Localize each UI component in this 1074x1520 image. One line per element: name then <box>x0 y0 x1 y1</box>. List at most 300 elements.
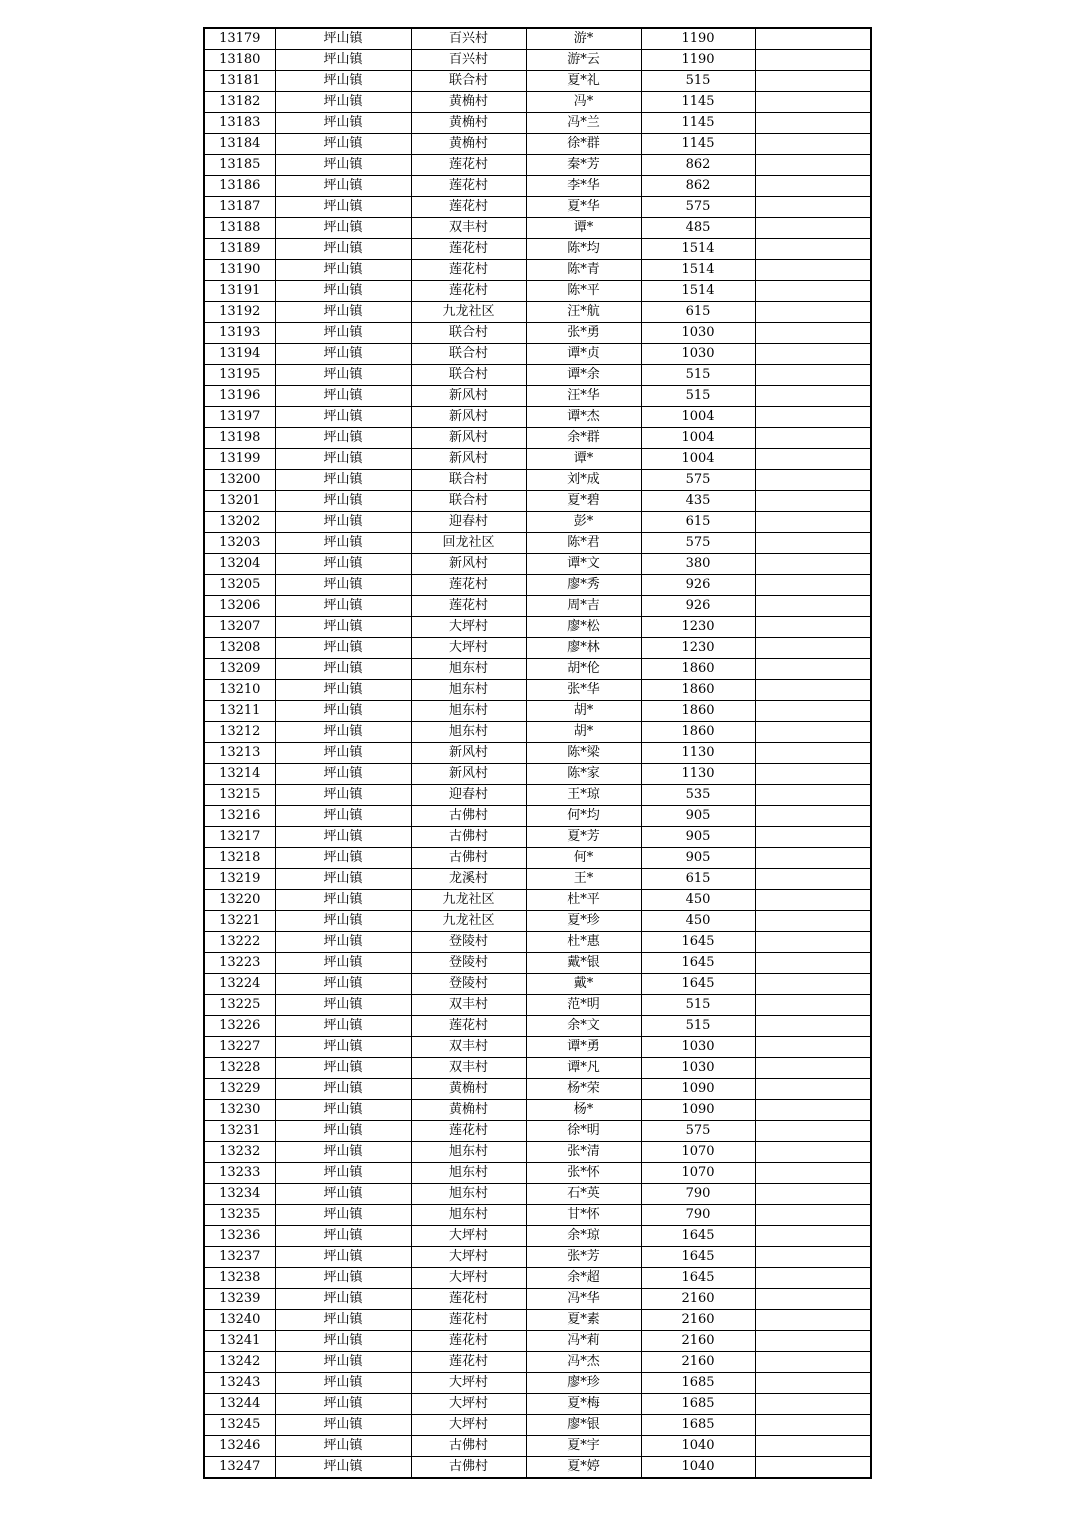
serial-cell: 13238 <box>204 1268 275 1289</box>
remark-cell <box>755 722 871 743</box>
name-cell: 王* <box>526 869 641 890</box>
table-row <box>204 1247 871 1268</box>
village-cell: 莲花村 <box>411 1121 526 1142</box>
serial-cell: 13241 <box>204 1331 275 1352</box>
town-cell: 坪山镇 <box>275 785 411 806</box>
name-cell: 余*文 <box>526 1016 641 1037</box>
serial-cell: 13204 <box>204 554 275 575</box>
name-cell: 陈*均 <box>526 239 641 260</box>
amount-cell: 535 <box>641 785 755 806</box>
town-cell: 坪山镇 <box>275 512 411 533</box>
table-row <box>204 302 871 323</box>
village-cell: 双丰村 <box>411 218 526 239</box>
name-cell: 夏*婷 <box>526 1457 641 1479</box>
serial-cell: 13229 <box>204 1079 275 1100</box>
remark-cell <box>755 1310 871 1331</box>
village-cell: 联合村 <box>411 470 526 491</box>
serial-cell: 13232 <box>204 1142 275 1163</box>
village-cell: 九龙社区 <box>411 911 526 932</box>
name-cell: 周*吉 <box>526 596 641 617</box>
serial-cell: 13212 <box>204 722 275 743</box>
name-cell: 石*英 <box>526 1184 641 1205</box>
remark-cell <box>755 1352 871 1373</box>
name-cell: 陈*梁 <box>526 743 641 764</box>
serial-cell: 13206 <box>204 596 275 617</box>
table-row <box>204 911 871 932</box>
amount-cell: 515 <box>641 1016 755 1037</box>
table-row <box>204 953 871 974</box>
village-cell: 莲花村 <box>411 239 526 260</box>
village-cell: 莲花村 <box>411 197 526 218</box>
serial-cell: 13203 <box>204 533 275 554</box>
serial-cell: 13234 <box>204 1184 275 1205</box>
village-cell: 莲花村 <box>411 596 526 617</box>
table-row <box>204 470 871 491</box>
serial-cell: 13233 <box>204 1163 275 1184</box>
table-row <box>204 827 871 848</box>
amount-cell: 2160 <box>641 1352 755 1373</box>
village-cell: 联合村 <box>411 365 526 386</box>
remark-cell <box>755 1079 871 1100</box>
village-cell: 古佛村 <box>411 827 526 848</box>
village-cell: 新风村 <box>411 449 526 470</box>
serial-cell: 13208 <box>204 638 275 659</box>
town-cell: 坪山镇 <box>275 92 411 113</box>
table-row <box>204 1079 871 1100</box>
town-cell: 坪山镇 <box>275 575 411 596</box>
table-row <box>204 1205 871 1226</box>
village-cell: 龙溪村 <box>411 869 526 890</box>
name-cell: 廖*秀 <box>526 575 641 596</box>
name-cell: 冯*杰 <box>526 1352 641 1373</box>
amount-cell: 926 <box>641 575 755 596</box>
table-row <box>204 1415 871 1436</box>
town-cell: 坪山镇 <box>275 1184 411 1205</box>
table-row <box>204 449 871 470</box>
amount-cell: 1860 <box>641 701 755 722</box>
village-cell: 迎春村 <box>411 785 526 806</box>
serial-cell: 13188 <box>204 218 275 239</box>
village-cell: 大坪村 <box>411 638 526 659</box>
amount-cell: 1860 <box>641 722 755 743</box>
table-row <box>204 491 871 512</box>
serial-cell: 13244 <box>204 1394 275 1415</box>
village-cell: 旭东村 <box>411 722 526 743</box>
name-cell: 谭*凡 <box>526 1058 641 1079</box>
town-cell: 坪山镇 <box>275 869 411 890</box>
name-cell: 余*群 <box>526 428 641 449</box>
town-cell: 坪山镇 <box>275 1352 411 1373</box>
village-cell: 黄桷村 <box>411 1100 526 1121</box>
town-cell: 坪山镇 <box>275 239 411 260</box>
amount-cell: 435 <box>641 491 755 512</box>
serial-cell: 13219 <box>204 869 275 890</box>
amount-cell: 1145 <box>641 113 755 134</box>
name-cell: 汪*华 <box>526 386 641 407</box>
amount-cell: 1040 <box>641 1457 755 1479</box>
remark-cell <box>755 512 871 533</box>
table-row <box>204 113 871 134</box>
remark-cell <box>755 617 871 638</box>
serial-cell: 13192 <box>204 302 275 323</box>
table-row <box>204 1226 871 1247</box>
remark-cell <box>755 218 871 239</box>
name-cell: 何* <box>526 848 641 869</box>
remark-cell <box>755 1037 871 1058</box>
amount-cell: 1004 <box>641 428 755 449</box>
village-cell: 新风村 <box>411 743 526 764</box>
name-cell: 戴*银 <box>526 953 641 974</box>
table-row <box>204 1142 871 1163</box>
amount-cell: 1190 <box>641 28 755 50</box>
name-cell: 李*华 <box>526 176 641 197</box>
village-cell: 莲花村 <box>411 1331 526 1352</box>
remark-cell <box>755 701 871 722</box>
serial-cell: 13199 <box>204 449 275 470</box>
amount-cell: 1514 <box>641 239 755 260</box>
village-cell: 莲花村 <box>411 1310 526 1331</box>
serial-cell: 13200 <box>204 470 275 491</box>
town-cell: 坪山镇 <box>275 995 411 1016</box>
amount-cell: 905 <box>641 827 755 848</box>
remark-cell <box>755 827 871 848</box>
data-table <box>203 27 872 1479</box>
table-row <box>204 218 871 239</box>
table-row <box>204 28 871 50</box>
amount-cell: 1030 <box>641 1058 755 1079</box>
amount-cell: 515 <box>641 365 755 386</box>
town-cell: 坪山镇 <box>275 176 411 197</box>
town-cell: 坪山镇 <box>275 596 411 617</box>
town-cell: 坪山镇 <box>275 407 411 428</box>
serial-cell: 13222 <box>204 932 275 953</box>
name-cell: 张*华 <box>526 680 641 701</box>
name-cell: 谭*贞 <box>526 344 641 365</box>
amount-cell: 1645 <box>641 953 755 974</box>
amount-cell: 905 <box>641 848 755 869</box>
village-cell: 大坪村 <box>411 1247 526 1268</box>
table-row <box>204 848 871 869</box>
remark-cell <box>755 638 871 659</box>
name-cell: 陈*平 <box>526 281 641 302</box>
name-cell: 冯*华 <box>526 1289 641 1310</box>
amount-cell: 380 <box>641 554 755 575</box>
village-cell: 迎春村 <box>411 512 526 533</box>
amount-cell: 575 <box>641 197 755 218</box>
serial-cell: 13179 <box>204 28 275 50</box>
name-cell: 何*均 <box>526 806 641 827</box>
remark-cell <box>755 344 871 365</box>
village-cell: 新风村 <box>411 407 526 428</box>
remark-cell <box>755 407 871 428</box>
name-cell: 杜*平 <box>526 890 641 911</box>
village-cell: 大坪村 <box>411 617 526 638</box>
town-cell: 坪山镇 <box>275 701 411 722</box>
remark-cell <box>755 806 871 827</box>
village-cell: 百兴村 <box>411 28 526 50</box>
amount-cell: 905 <box>641 806 755 827</box>
table-row <box>204 1121 871 1142</box>
remark-cell <box>755 302 871 323</box>
remark-cell <box>755 176 871 197</box>
remark-cell <box>755 1016 871 1037</box>
village-cell: 莲花村 <box>411 260 526 281</box>
village-cell: 旭东村 <box>411 1142 526 1163</box>
table-row <box>204 1352 871 1373</box>
amount-cell: 862 <box>641 155 755 176</box>
town-cell: 坪山镇 <box>275 134 411 155</box>
remark-cell <box>755 1373 871 1394</box>
name-cell: 戴* <box>526 974 641 995</box>
remark-cell <box>755 995 871 1016</box>
table-body <box>204 28 871 1478</box>
amount-cell: 1070 <box>641 1163 755 1184</box>
name-cell: 秦*芳 <box>526 155 641 176</box>
serial-cell: 13242 <box>204 1352 275 1373</box>
remark-cell <box>755 848 871 869</box>
town-cell: 坪山镇 <box>275 1310 411 1331</box>
town-cell: 坪山镇 <box>275 743 411 764</box>
table-row <box>204 1394 871 1415</box>
table-row <box>204 869 871 890</box>
village-cell: 双丰村 <box>411 1058 526 1079</box>
village-cell: 莲花村 <box>411 155 526 176</box>
remark-cell <box>755 1226 871 1247</box>
serial-cell: 13246 <box>204 1436 275 1457</box>
serial-cell: 13227 <box>204 1037 275 1058</box>
table-row <box>204 1289 871 1310</box>
serial-cell: 13205 <box>204 575 275 596</box>
amount-cell: 1030 <box>641 323 755 344</box>
remark-cell <box>755 974 871 995</box>
town-cell: 坪山镇 <box>275 1457 411 1479</box>
table-row <box>204 1037 871 1058</box>
town-cell: 坪山镇 <box>275 386 411 407</box>
village-cell: 联合村 <box>411 323 526 344</box>
town-cell: 坪山镇 <box>275 533 411 554</box>
town-cell: 坪山镇 <box>275 659 411 680</box>
town-cell: 坪山镇 <box>275 848 411 869</box>
name-cell: 张*勇 <box>526 323 641 344</box>
town-cell: 坪山镇 <box>275 1016 411 1037</box>
village-cell: 黄桷村 <box>411 113 526 134</box>
serial-cell: 13240 <box>204 1310 275 1331</box>
table-row <box>204 1184 871 1205</box>
amount-cell: 1645 <box>641 1226 755 1247</box>
serial-cell: 13190 <box>204 260 275 281</box>
amount-cell: 1004 <box>641 407 755 428</box>
town-cell: 坪山镇 <box>275 1121 411 1142</box>
table-row <box>204 1373 871 1394</box>
table-row <box>204 239 871 260</box>
town-cell: 坪山镇 <box>275 1436 411 1457</box>
serial-cell: 13197 <box>204 407 275 428</box>
village-cell: 大坪村 <box>411 1268 526 1289</box>
amount-cell: 1030 <box>641 1037 755 1058</box>
table-row <box>204 1457 871 1479</box>
name-cell: 廖*银 <box>526 1415 641 1436</box>
table-row <box>204 764 871 785</box>
serial-cell: 13220 <box>204 890 275 911</box>
town-cell: 坪山镇 <box>275 1373 411 1394</box>
serial-cell: 13183 <box>204 113 275 134</box>
serial-cell: 13201 <box>204 491 275 512</box>
serial-cell: 13185 <box>204 155 275 176</box>
town-cell: 坪山镇 <box>275 1100 411 1121</box>
serial-cell: 13187 <box>204 197 275 218</box>
name-cell: 冯*莉 <box>526 1331 641 1352</box>
name-cell: 杨*荣 <box>526 1079 641 1100</box>
remark-cell <box>755 1289 871 1310</box>
remark-cell <box>755 575 871 596</box>
town-cell: 坪山镇 <box>275 323 411 344</box>
table-row <box>204 1100 871 1121</box>
serial-cell: 13215 <box>204 785 275 806</box>
serial-cell: 13210 <box>204 680 275 701</box>
table-row <box>204 1163 871 1184</box>
amount-cell: 790 <box>641 1205 755 1226</box>
table-row <box>204 680 871 701</box>
name-cell: 胡*伦 <box>526 659 641 680</box>
remark-cell <box>755 449 871 470</box>
name-cell: 冯* <box>526 92 641 113</box>
serial-cell: 13186 <box>204 176 275 197</box>
village-cell: 古佛村 <box>411 1457 526 1479</box>
amount-cell: 1070 <box>641 1142 755 1163</box>
remark-cell <box>755 743 871 764</box>
serial-cell: 13195 <box>204 365 275 386</box>
town-cell: 坪山镇 <box>275 680 411 701</box>
town-cell: 坪山镇 <box>275 764 411 785</box>
town-cell: 坪山镇 <box>275 113 411 134</box>
name-cell: 杨* <box>526 1100 641 1121</box>
remark-cell <box>755 1436 871 1457</box>
name-cell: 甘*怀 <box>526 1205 641 1226</box>
name-cell: 张*芳 <box>526 1247 641 1268</box>
serial-cell: 13225 <box>204 995 275 1016</box>
name-cell: 陈*君 <box>526 533 641 554</box>
name-cell: 夏*芳 <box>526 827 641 848</box>
serial-cell: 13217 <box>204 827 275 848</box>
village-cell: 旭东村 <box>411 1205 526 1226</box>
name-cell: 谭*杰 <box>526 407 641 428</box>
remark-cell <box>755 1268 871 1289</box>
amount-cell: 615 <box>641 302 755 323</box>
amount-cell: 575 <box>641 1121 755 1142</box>
village-cell: 新风村 <box>411 764 526 785</box>
village-cell: 登陵村 <box>411 953 526 974</box>
remark-cell <box>755 470 871 491</box>
village-cell: 大坪村 <box>411 1373 526 1394</box>
remark-cell <box>755 113 871 134</box>
table-row <box>204 995 871 1016</box>
name-cell: 廖*珍 <box>526 1373 641 1394</box>
table-row <box>204 365 871 386</box>
name-cell: 谭*余 <box>526 365 641 386</box>
remark-cell <box>755 281 871 302</box>
village-cell: 莲花村 <box>411 1352 526 1373</box>
serial-cell: 13236 <box>204 1226 275 1247</box>
amount-cell: 2160 <box>641 1310 755 1331</box>
serial-cell: 13228 <box>204 1058 275 1079</box>
serial-cell: 13243 <box>204 1373 275 1394</box>
amount-cell: 1004 <box>641 449 755 470</box>
village-cell: 登陵村 <box>411 932 526 953</box>
serial-cell: 13221 <box>204 911 275 932</box>
name-cell: 张*清 <box>526 1142 641 1163</box>
remark-cell <box>755 155 871 176</box>
serial-cell: 13226 <box>204 1016 275 1037</box>
remark-cell <box>755 428 871 449</box>
table-row <box>204 50 871 71</box>
village-cell: 百兴村 <box>411 50 526 71</box>
serial-cell: 13198 <box>204 428 275 449</box>
table-row <box>204 134 871 155</box>
village-cell: 联合村 <box>411 71 526 92</box>
town-cell: 坪山镇 <box>275 1394 411 1415</box>
town-cell: 坪山镇 <box>275 365 411 386</box>
table-row <box>204 743 871 764</box>
village-cell: 新风村 <box>411 386 526 407</box>
remark-cell <box>755 28 871 50</box>
amount-cell: 1645 <box>641 1268 755 1289</box>
town-cell: 坪山镇 <box>275 1163 411 1184</box>
town-cell: 坪山镇 <box>275 890 411 911</box>
town-cell: 坪山镇 <box>275 71 411 92</box>
amount-cell: 862 <box>641 176 755 197</box>
remark-cell <box>755 323 871 344</box>
amount-cell: 515 <box>641 995 755 1016</box>
remark-cell <box>755 596 871 617</box>
remark-cell <box>755 365 871 386</box>
village-cell: 回龙社区 <box>411 533 526 554</box>
amount-cell: 1230 <box>641 617 755 638</box>
town-cell: 坪山镇 <box>275 155 411 176</box>
amount-cell: 1190 <box>641 50 755 71</box>
name-cell: 谭* <box>526 218 641 239</box>
name-cell: 陈*青 <box>526 260 641 281</box>
remark-cell <box>755 1121 871 1142</box>
village-cell: 莲花村 <box>411 575 526 596</box>
remark-cell <box>755 1184 871 1205</box>
serial-cell: 13184 <box>204 134 275 155</box>
village-cell: 联合村 <box>411 344 526 365</box>
serial-cell: 13237 <box>204 1247 275 1268</box>
table-row <box>204 722 871 743</box>
town-cell: 坪山镇 <box>275 197 411 218</box>
town-cell: 坪山镇 <box>275 1142 411 1163</box>
remark-cell <box>755 953 871 974</box>
table-row <box>204 1331 871 1352</box>
town-cell: 坪山镇 <box>275 491 411 512</box>
remark-cell <box>755 71 871 92</box>
town-cell: 坪山镇 <box>275 28 411 50</box>
remark-cell <box>755 134 871 155</box>
village-cell: 大坪村 <box>411 1394 526 1415</box>
amount-cell: 1645 <box>641 1247 755 1268</box>
village-cell: 大坪村 <box>411 1415 526 1436</box>
name-cell: 游* <box>526 28 641 50</box>
town-cell: 坪山镇 <box>275 1079 411 1100</box>
name-cell: 张*怀 <box>526 1163 641 1184</box>
village-cell: 黄桷村 <box>411 92 526 113</box>
village-cell: 旭东村 <box>411 1163 526 1184</box>
serial-cell: 13202 <box>204 512 275 533</box>
table-row <box>204 1268 871 1289</box>
village-cell: 旭东村 <box>411 680 526 701</box>
name-cell: 夏*素 <box>526 1310 641 1331</box>
town-cell: 坪山镇 <box>275 1331 411 1352</box>
